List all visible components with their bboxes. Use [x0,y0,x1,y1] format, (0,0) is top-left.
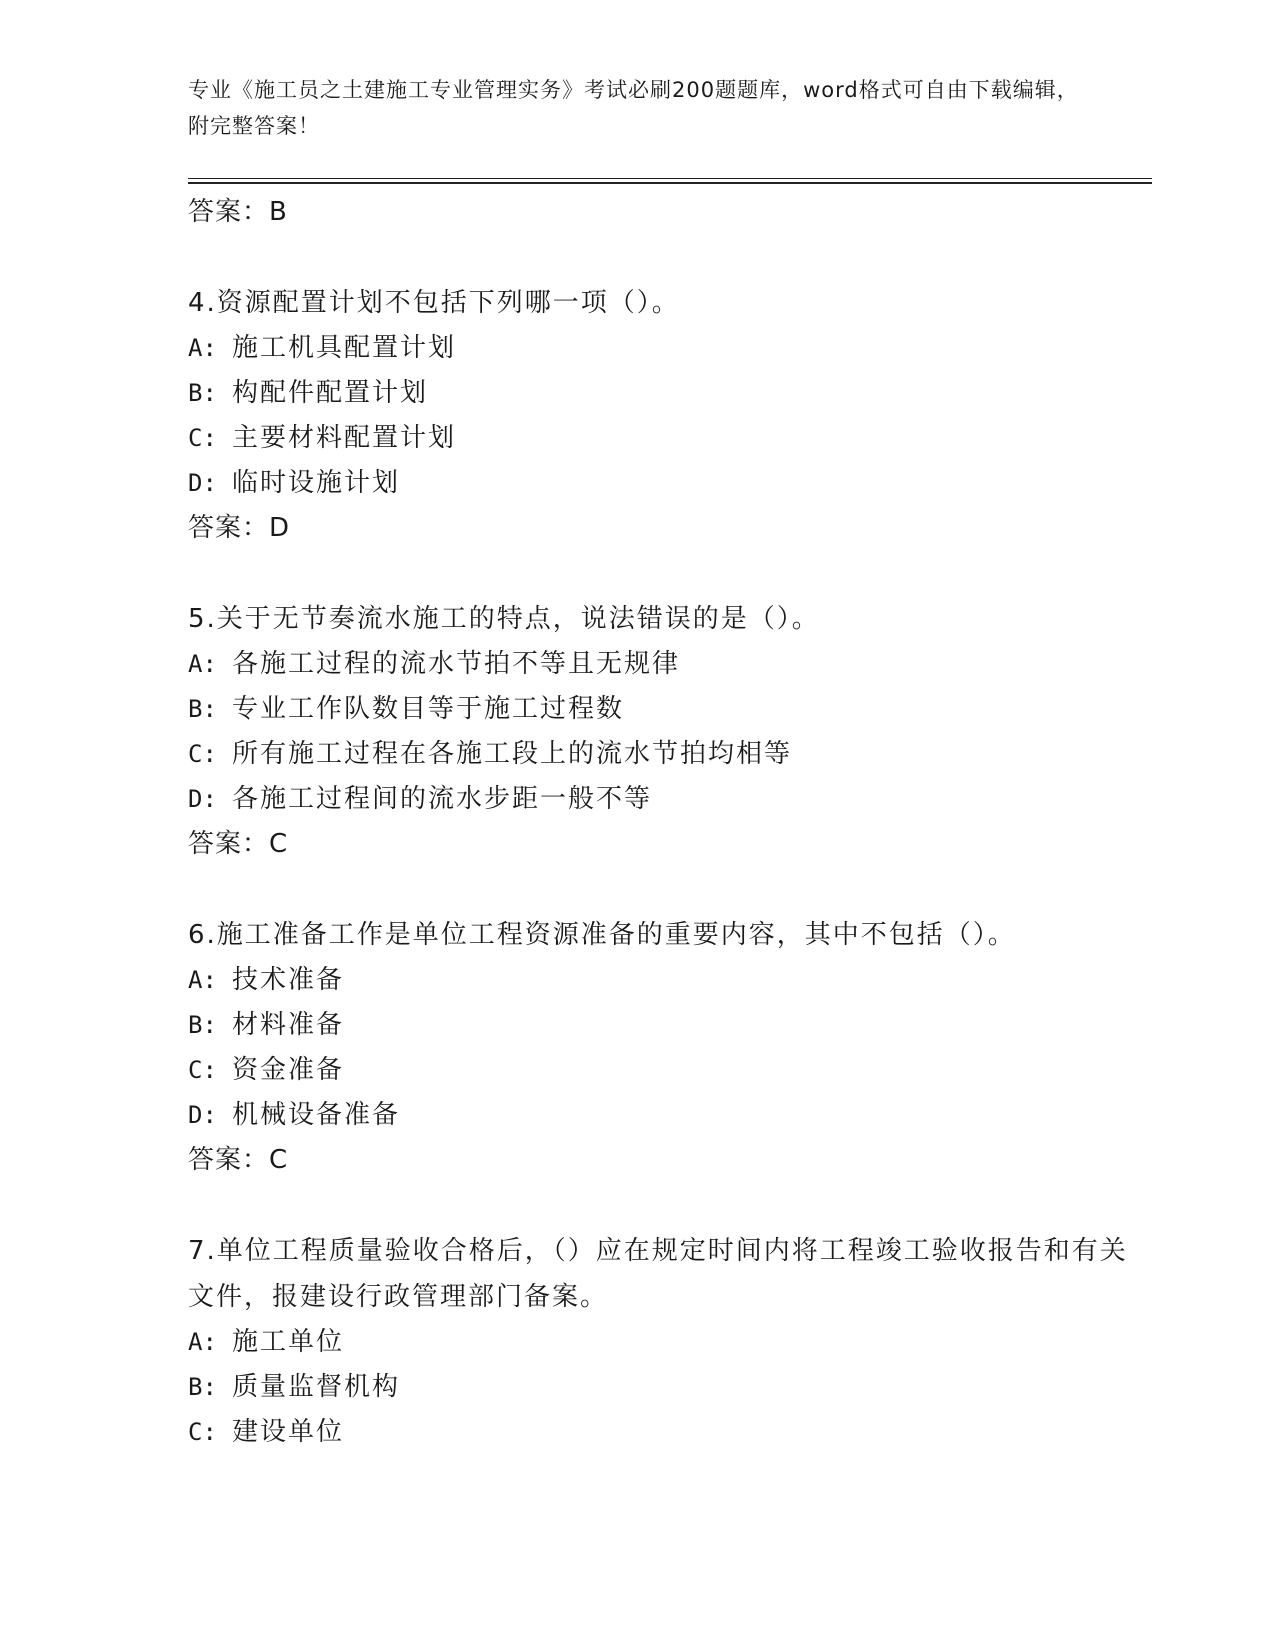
option-a [188,1320,1128,1365]
answer-line: 答案：C [188,829,289,859]
question-stem: 4.资源配置计划不包括下列哪一项（）。 [188,288,680,318]
option-key: D: [188,469,217,497]
option-key: B: [188,1373,217,1401]
option-key: B: [188,695,217,723]
option-a [188,958,1128,1003]
option-c [188,732,1128,777]
answer-line: 答案：B [188,197,288,227]
option-key: C: [188,740,217,768]
option-d [188,777,1128,822]
header-divider-thick [188,182,1152,184]
option-key: C: [188,1418,217,1446]
option-text: 主要材料配置计划 [232,423,457,453]
question-stem: 5.关于无节奏流水施工的特点，说法错误的是（）。 [188,604,820,634]
option-b [188,371,1128,416]
option-b [188,1365,1128,1410]
option-text: 材料准备 [232,1010,345,1040]
option-text: 资金准备 [232,1055,345,1085]
option-text: 机械设备准备 [232,1100,401,1130]
option-key: B: [188,379,217,407]
option-a [188,326,1128,371]
option-text: 质量监督机构 [232,1372,401,1402]
option-key: D: [188,1101,217,1129]
option-key: C: [188,424,217,452]
header-divider-thin [188,178,1152,179]
option-text: 构配件配置计划 [232,378,429,408]
option-text: 建设单位 [232,1417,345,1447]
option-key: A: [188,1328,217,1356]
option-key: A: [188,650,217,678]
option-key: D: [188,785,217,813]
option-d [188,1093,1128,1138]
answer-line: 答案：C [188,1145,289,1175]
question-list [188,190,1128,1455]
question-block [188,596,1128,866]
option-b [188,1003,1128,1048]
option-c [188,1410,1128,1455]
option-text: 施工机具配置计划 [232,333,457,363]
question-stem: 7.单位工程质量验收合格后，（）应在规定时间内将工程竣工验收报告和有关文件，报建设行政管理部门备案。 [188,1236,1128,1312]
option-key: C: [188,1056,217,1084]
option-key: B: [188,1011,217,1039]
option-key: A: [188,966,217,994]
option-c [188,1048,1128,1093]
page-header: 专业《施工员之土建施工专业管理实务》考试必刷200题题库，word格式可自由下载编辑，附完整答案！ [188,78,1079,138]
option-key: A: [188,334,217,362]
question-block [188,912,1128,1182]
option-b [188,687,1128,732]
question-stem: 6.施工准备工作是单位工程资源准备的重要内容，其中不包括（）。 [188,920,1016,950]
option-text: 施工单位 [232,1327,345,1357]
answer-line: 答案：D [188,513,291,543]
option-a [188,642,1128,687]
option-d [188,461,1128,506]
option-text: 各施工过程间的流水步距一般不等 [232,784,653,814]
option-c [188,416,1128,461]
question-block [188,1228,1128,1455]
question-block [188,280,1128,550]
option-text: 临时设施计划 [232,468,401,498]
option-text: 所有施工过程在各施工段上的流水节拍均相等 [232,739,793,769]
option-text: 各施工过程的流水节拍不等且无规律 [232,649,681,679]
option-text: 技术准备 [232,965,345,995]
option-text: 专业工作队数目等于施工过程数 [232,694,625,724]
